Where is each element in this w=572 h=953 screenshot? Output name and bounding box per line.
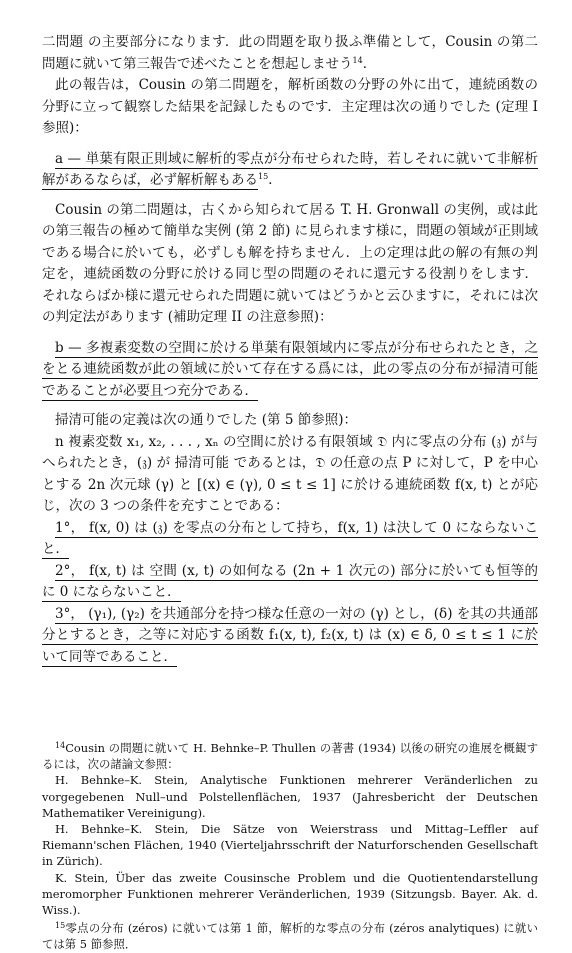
paragraph-intro-text: 二問題 の主要部分になります．此の問題を取り扱ふ準備として，Cousin の第二問題に就いて第三報告で述べたことを想起しませう	[42, 34, 538, 72]
paragraph-report: 此の報告は，Cousin の第二問題を，解析函数の分野の外に出て，連続函数の分野に立って観察した結果を記録したものです．主定理は次の通りでした (定理 I 参照)：	[42, 77, 538, 136]
main-text	[42, 32, 538, 668]
theorem-a-end: ．	[268, 172, 282, 188]
theorem-b	[42, 338, 538, 403]
condition-2-text: 2°， f(x, t) は 空間 (x, t) の如何なる (2n + 1 次元の) 部分に於いても恒等的に 0 にならないこと．	[42, 562, 538, 600]
paragraph-definition-intro: 掃清可能の定義は次の通りでした (第 5 節参照)：	[55, 412, 357, 428]
paragraph-intro	[42, 32, 538, 75]
reference-2: H. Behnke–K. Stein, Die Sätze von Weierstrass und Mittag–Leffler auf Riemann'schen Flächen, 1940 (Vierteljahrsschrift der Naturforschenden Gesellschaft in Zürich).	[42, 822, 538, 869]
reference-3: K. Stein, Über das zweite Cousinsche Problem und die Quotientendarstellung meromorpher Funktionen mehrerer Veränderlichen, 1939 (Sitzungsb. Bayer. Ak. d. Wiss.).	[42, 870, 538, 918]
footnote-15-text: 零点の分布 (zéros) に就いては第 1 節，解析的な零点の分布 (zéros analytiques) に就いては第 5 節参照．	[42, 921, 538, 952]
condition-2	[42, 561, 538, 604]
paragraph-cousin: Cousin の第二問題は，古くから知られて居る T. H. Gronwall の実例，或は此の第三報告の極めて簡単な実例 (第 2 節) に見られます様に，問題の領域が正則域である場合に於いても，必ずしも解を持ちません．上の定理は此の解の有無の判定を，連続函数の分野に於ける同じ型の問題のそれに還元する役割りをします．それならばか様に還元せられた問題に就いてはどうかと云ひますに，それには次の判定法があります (補助定理 II の注意参照)：	[42, 201, 538, 325]
footnotes	[42, 738, 538, 953]
condition-1	[42, 518, 538, 561]
theorem-b-text: b — 多複素変数の空間に於ける単葉有限領域内に零点が分布せられたとき，之をとる連続函数が此の領域に於いて存在する爲には，此の零点の分布が掃清可能であることが必要且つ充分である．	[42, 339, 538, 399]
condition-3-text: 3°， (γ₁), (γ₂) を共通部分を持つ様な任意の一対の (γ) とし，(δ) を其の共通部分とするとき，之等に対応する函数 f₁(x, t), f₂(x, t) は (x) ∈ δ, 0 ≤ t ≤ 1 に於いて同等であること．	[42, 605, 538, 665]
footnote-15-mark: 15	[55, 921, 66, 931]
footnote-ref-14: 14	[352, 55, 363, 65]
footnote-14	[42, 738, 538, 772]
footnote-14-mark: 14	[55, 741, 66, 750]
theorem-a-text: a — 単葉有限正則域に解析的零点が分布せられた時，若しそれに就いて非解析解があるならば，必ず解析解もある	[42, 150, 538, 188]
condition-1-text: 1°， f(x, 0) は (𝔷) を零点の分布として持ち，f(x, 1) は決して 0 にならないこと．	[42, 519, 538, 557]
paragraph-definition: n 複素変数 x₁, x₂, . . . , xₙ の空間に於ける有限領域 𝔇 内に零点の分布 (𝔷) が与へられたとき，(𝔷) が 掃清可能 であるとは，𝔇 の任意の点 P に対して，P を中心とする 2n 次元球 (γ) と [(x) ∈ (γ), 0 ≤ t ≤ 1] に於ける連続函数 f(x, t) とが応じ，次の 3 つの条件を充すことである：	[42, 433, 538, 514]
condition-3	[42, 604, 538, 669]
footnote-14-text: Cousin の問題に就いて H. Behnke–P. Thullen の著書 (1934) 以後の研究の進展を概観するには，次の諸論文参照：	[42, 741, 538, 772]
reference-1: H. Behnke–K. Stein, Analytische Funktionen mehrerer Veränderlichen zu vorgegebenen Null–und Polstellenflächen, 1937 (Jahresbericht der Deutschen Mathematiker Vereinigung).	[42, 773, 538, 820]
footnote-15	[42, 918, 538, 952]
paragraph-intro-end: ．	[362, 55, 377, 72]
theorem-a	[42, 149, 538, 192]
footnote-ref-15: 15	[258, 172, 269, 181]
